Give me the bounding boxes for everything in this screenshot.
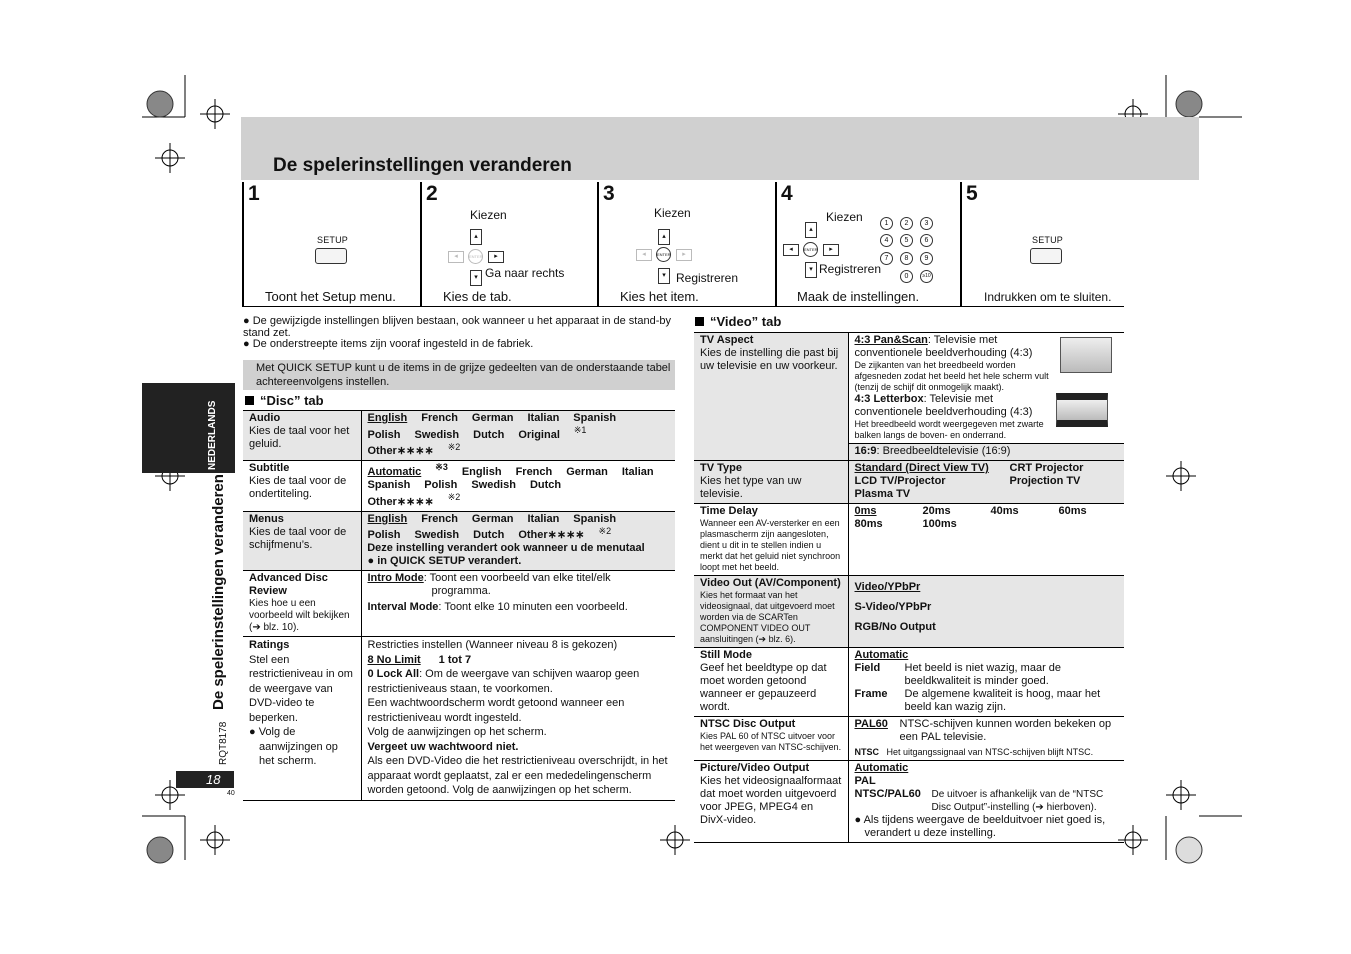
pan-scan-image: [1060, 337, 1112, 373]
right-arrow-icon: ▸: [823, 244, 839, 256]
step-5: [960, 182, 1124, 307]
side-tab-background: [142, 383, 205, 473]
step-label-right: Ga naar rechts: [485, 266, 565, 280]
video-tab-title: “Video” tab: [695, 314, 781, 329]
step-caption: Indrukken om te sluiten.: [984, 290, 1112, 304]
down-arrow-icon: ▾: [805, 262, 817, 278]
number-key-icon: 7: [880, 252, 893, 265]
document-code: RQT8178: [218, 721, 229, 765]
step-number: 4: [781, 182, 793, 205]
step-2: [420, 182, 597, 307]
right-arrow-icon: ▸: [488, 251, 504, 263]
disc-tab-table: [243, 410, 675, 801]
table-row: Video Out (AV/Component) Kies het formaat van het videosignaal, dat uitgevoerd moet worden via de SCARTen COMPONENT VIDEO OUT aansluitingen (➔ blz. 6). Video/YPbPr S-Video/YPbPr RGB/No Output: [694, 576, 1124, 648]
table-row: Still Mode Geef het beeldtype op dat moet worden getoond wanneer er gepauzeerd wordt. Automatic Field Het beeld is niet wazig, maar de beeldkwaliteit is minder goed. Frame De algemene kwaliteit is hoog, maar het beeld kan wazig zijn.: [694, 648, 1124, 717]
page-number: 18: [206, 772, 221, 787]
step-number: 3: [603, 182, 615, 205]
enter-button-icon: ENTER: [803, 242, 818, 257]
step-label-select: Kiezen: [470, 208, 507, 222]
table-row: TV Type Kies het type van uw televisie. Standard (Direct View TV) CRT Projector LCD TV/Projector Projection TV Plasma TV: [694, 461, 1124, 504]
setup-button-icon: [1030, 248, 1062, 264]
step-label-select: Kiezen: [654, 206, 691, 220]
left-arrow-icon: ◂: [783, 244, 799, 256]
setup-button-label: SETUP: [1032, 235, 1064, 245]
table-row: NTSC Disc Output Kies PAL 60 of NTSC uitvoer voor het weergeven van NTSC-schijven. PAL60 NTSC-schijven kunnen worden bekeken op een PAL televisie. NTSC Het uitgangssignaal van NTSC-schijven blijft NTSC.: [694, 717, 1124, 761]
vertical-section-title: De spelerinstellingen veranderen: [210, 474, 227, 710]
up-arrow-icon: ▴: [805, 222, 817, 238]
right-arrow-icon: ▸: [676, 249, 692, 261]
enter-button-icon: ENTER: [656, 247, 671, 262]
number-key-icon: ≥10: [920, 270, 933, 283]
step-caption: Kies het item.: [620, 289, 699, 304]
table-row: Audio Kies de taal voor het geluid. English French German Italian Spanish Polish Swedish Dutch Original $^{※1}$Other∗∗∗∗ $^{※2}$: [243, 411, 675, 461]
step-3: [597, 182, 775, 307]
number-key-icon: 8: [900, 252, 913, 265]
number-key-icon: 2: [900, 217, 913, 230]
step-caption: Toont het Setup menu.: [265, 289, 396, 304]
table-row: Advanced Disc Review Kies hoe u een voorbeeld wilt bekijken (➔ blz. 10). Intro Mode: Toont een voorbeeld van elke titel/elk programma. Interval Mode: Toont elke 10 minuten een voorbeeld.: [243, 571, 675, 637]
step-number: 5: [966, 182, 978, 205]
step-label-register: Registreren: [676, 271, 739, 285]
number-key-icon: 9: [920, 252, 933, 265]
down-arrow-icon: ▾: [470, 270, 482, 286]
up-arrow-icon: ▴: [470, 229, 482, 245]
number-key-icon: 0: [900, 270, 913, 283]
left-arrow-icon: ◂: [636, 249, 652, 261]
table-row: Menus Kies de taal voor de schijfmenu’s. English French German Italian Spanish Polish Swedish Dutch Other∗∗∗∗ $^{※2}$ ● Deze instelling verandert ook wanneer u de menutaal in QUICK SETUP verandert.: [243, 511, 675, 571]
table-row: 16:9: Breedbeeldtelevisie (16:9): [694, 444, 1124, 461]
number-key-icon: 6: [920, 234, 933, 247]
step-number: 2: [426, 182, 438, 205]
step-caption: Maak de instellingen.: [797, 289, 920, 304]
setup-button-icon: [315, 248, 347, 264]
setup-button-label: SETUP: [317, 235, 349, 245]
table-row: Subtitle Kies de taal voor de ondertiteling. Automatic $^{※3}$ English French German Italian Spanish Polish Swedish Dutch Other∗∗∗∗ $^{※2}$: [243, 461, 675, 511]
table-row: TV Aspect Kies de instelling die past bij uw televisie en uw voorkeur. 4:3 Pan&Scan: Televisie met conventionele beeldverhouding (4:3) De zijkanten van het breedbeeld worden afgesneden zodat het beeld het hele scherm vult (tenzij de schijf dit onmogelijk maakt). 4:3 Letterbox: Televisie met conventionele beeldverhouding (4:3) Het breedbeeld wordt weergegeven met zwarte balken langs de boven- en onderrand.: [694, 333, 1124, 444]
number-key-icon: 5: [900, 234, 913, 247]
number-key-icon: 3: [920, 217, 933, 230]
table-row: Ratings Stel een restrictieniveau in om de weergave van DVD-video te beperken. ● Volg de aanwijzingen op het scherm. Restricties instellen (Wanneer niveau 8 is gekozen) 8 No Limit 1 tot 7 0 Lock All: Om de weergave van schijven waarop geen restrictieniveaus staan, te voorkomen. Een wachtwoordscherm wordt getoond wanneer een restrictieniveau wordt ingesteld. Volg de aanwijzingen op het scherm. Vergeet uw wachtwoord niet. Als een DVD-Video die het restrictieniveau overschrijdt, in het apparaat wordt geplaatst, zal er een mededelingenscherm worden getoond. Volg de aanwijzingen op het scherm.: [243, 637, 675, 801]
page-number-box: [176, 771, 234, 788]
step-label-select: Kiezen: [826, 210, 863, 224]
disc-tab-title: “Disc” tab: [245, 393, 324, 408]
step-number: 1: [248, 182, 260, 205]
left-arrow-icon: ◂: [448, 251, 464, 263]
step-label-register: Registreren: [819, 262, 882, 276]
down-arrow-icon: ▾: [658, 268, 670, 284]
table-row: Time Delay Wanneer een AV-versterker en een plasmascherm zijn aangesloten, dient u dit in te stellen indien u merkt dat het geluid niet synchroon loopt met het beeld. 0ms 20ms 40ms 60ms 80ms 100ms: [694, 504, 1124, 576]
quick-setup-note: Met QUICK SETUP kunt u de items in de grijze gedeelten van de onderstaande tabel achtereenvolgens instellen.: [243, 360, 675, 390]
step-caption: Kies de tab.: [443, 289, 512, 304]
enter-button-icon: ENTER: [468, 249, 483, 264]
up-arrow-icon: ▴: [658, 229, 670, 245]
letterbox-image: [1056, 393, 1108, 427]
sub-page-number: 40: [227, 790, 235, 797]
page-title: De spelerinstellingen veranderen: [273, 155, 572, 176]
step-1: [242, 182, 420, 307]
table-row: Picture/Video Output Kies het videosignaalformaat dat moet worden uitgevoerd voor JPEG, MPEG4 en DivX-video. Automatic PAL NTSC/PAL60 De uitvoer is afhankelijk van de “NTSC Disc Output”-instelling (➔ hierboven). ● Als tijdens weergave de beelduitvoer niet goed is, verandert u deze instelling.: [694, 761, 1124, 843]
language-tab-label: NEDERLANDS: [207, 400, 218, 470]
number-key-icon: 1: [880, 217, 893, 230]
video-tab-table: [694, 332, 1124, 843]
note-standby: ● De gewijzigde instellingen blijven bestaan, ook wanneer u het apparaat in de stand-by stand zet.: [243, 315, 671, 339]
step-4: [775, 182, 960, 307]
note-underlined: ● De onderstreepte items zijn vooraf ingesteld in de fabriek.: [243, 338, 534, 350]
number-key-icon: 4: [880, 234, 893, 247]
